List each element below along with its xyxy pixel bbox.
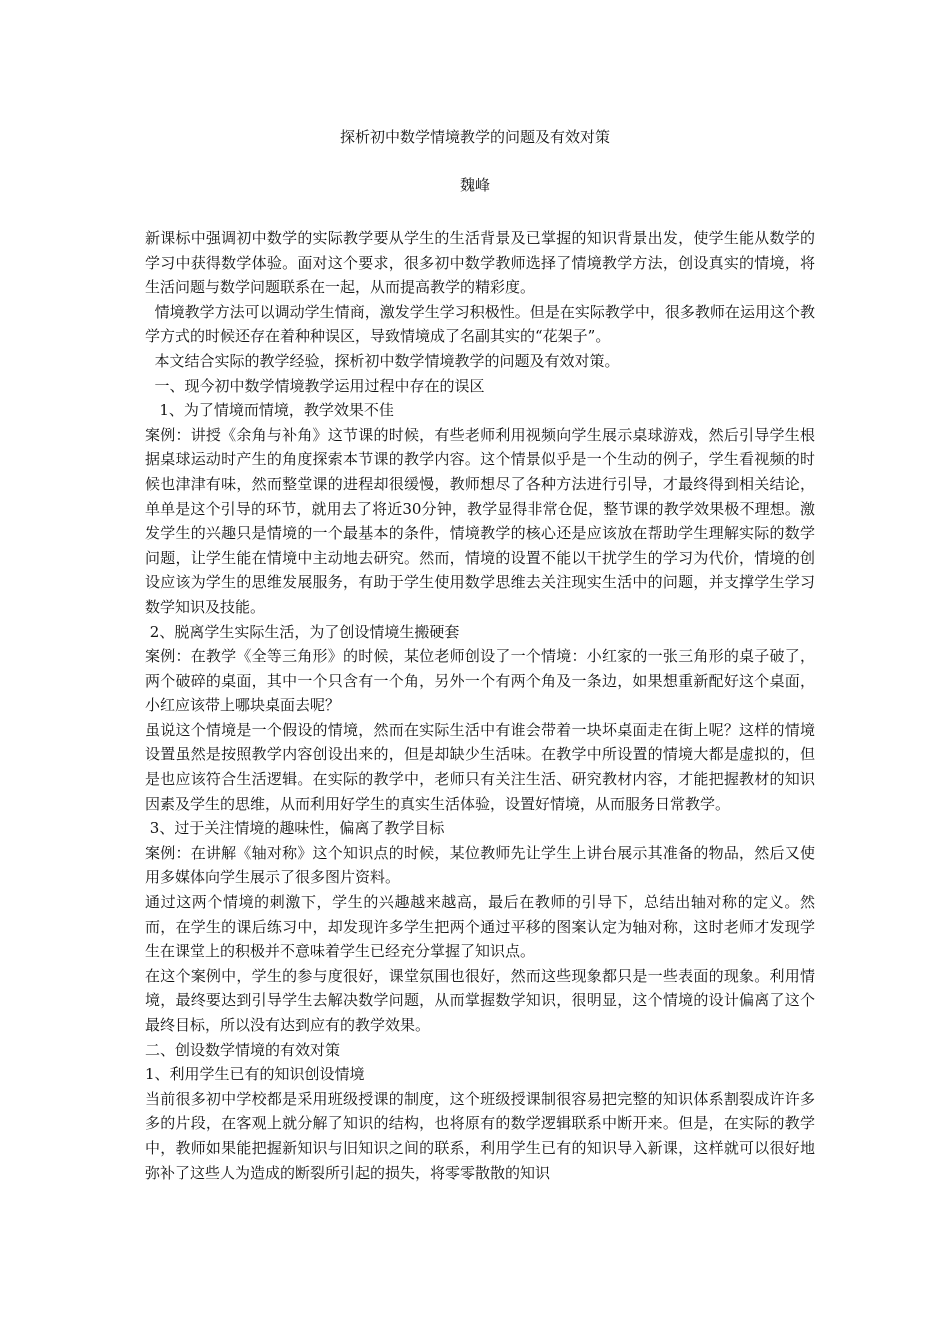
document-author: 魏峰 bbox=[459, 176, 490, 194]
document-title: 探析初中数学情境教学的问题及有效对策 bbox=[339, 128, 610, 146]
paragraph: 案例：在讲解《轴对称》这个知识点的时候，某位教师先让学生上讲台展示其准备的物品，然后又使用多媒体向学生展示了很多图片资料。 bbox=[145, 843, 815, 887]
document-body bbox=[145, 226, 815, 1185]
paragraph: 本文结合实际的教学经验，探析初中数学情境教学的问题及有效对策。 bbox=[145, 351, 620, 370]
subsection-heading: 1、利用学生已有的知识创设情境 bbox=[145, 1065, 365, 1084]
subsection-heading: 3、过于关注情境的趣味性，偏离了教学目标 bbox=[145, 819, 445, 838]
paragraph: 案例：在教学《全等三角形》的时候，某位老师创设了一个情境：小红家的一张三角形的桌子破了，两个破碎的桌面，其中一个只含有一个角，另外一个有两个角及一条边，如果想重新配好这个桌面，小红应该带上哪块桌面去呢？ bbox=[145, 647, 815, 715]
paragraph: 在这个案例中，学生的参与度很好，课堂氛围也很好，然而这些现象都只是一些表面的现象。利用情境，最终要达到引导学生去解决数学问题，从而掌握数学知识，很明显，这个情境的设计偏离了这个最终目标，所以没有达到应有的教学效果。 bbox=[145, 966, 815, 1034]
section-heading: 一、现今初中数学情境教学运用过程中存在的误区 bbox=[145, 376, 485, 395]
section-heading: 二、创设数学情境的有效对策 bbox=[145, 1040, 341, 1059]
paragraph: 新课标中强调初中数学的实际教学要从学生的生活背景及已掌握的知识背景出发，使学生能从数学的学习中获得数学体验。面对这个要求，很多初中数学教师选择了情境教学方法，创设真实的情境，将生活问题与数学问题联系在一起，从而提高教学的精彩度。 bbox=[145, 229, 815, 297]
subsection-heading: 1、为了情境而情境，教学效果不佳 bbox=[145, 401, 394, 420]
subsection-heading: 2、脱离学生实际生活，为了创设情境生搬硬套 bbox=[145, 622, 460, 641]
paragraph: 通过这两个情境的刺激下，学生的兴趣越来越高，最后在教师的引导下，总结出轴对称的定义。然而，在学生的课后练习中，却发现许多学生把两个通过平移的图案认定为轴对称，这时老师才发现学生在课堂上的积极并不意味着学生已经充分掌握了知识点。 bbox=[145, 893, 815, 961]
paragraph: 当前很多初中学校都是采用班级授课的制度，这个班级授课制很容易把完整的知识体系割裂成许许多多的片段，在客观上就分解了知识的结构，也将原有的数学逻辑联系中断开来。但是，在实际的教学中，教师如果能把握新知识与旧知识之间的联系，利用学生已有的知识导入新课，这样就可以很好地弥补了这些人为造成的断裂所引起的损失，将零零散散的知识 bbox=[145, 1089, 815, 1182]
paragraph: 情境教学方法可以调动学生情商，激发学生学习积极性。但是在实际教学中，很多教师在运用这个教学方式的时候还存在着种种误区，导致情境成了名副其实的“花架子”。 bbox=[145, 302, 815, 346]
paragraph: 案例：讲授《余角与补角》这节课的时候，有些老师利用视频向学生展示桌球游戏，然后引导学生根据桌球运动时产生的角度探索本节课的教学内容。这个情景似乎是一个生动的例子，学生看视频的时候也津津有味，然而整堂课的进程却很缓慢，教师想尽了各种方法进行引导，才最终得到相关结论，单单是这个引导的环节，就用去了将近30分钟，教学显得非常仓促，整节课的教学效果极不理想。激发学生的兴趣只是情境的一个最基本的条件，情境教学的核心还是应该放在帮助学生理解实际的数学问题，让学生能在情境中主动地去研究。然而，情境的设置不能以干扰学生的学习为代价，情境的创设应该为学生的思维发展服务，有助于学生使用数学思维去关注现实生活中的问题，并支撑学生学习数学知识及技能。 bbox=[145, 425, 815, 616]
paragraph: 虽说这个情境是一个假设的情境，然而在实际生活中有谁会带着一块坏桌面走在街上呢？这样的情境设置虽然是按照教学内容创设出来的，但是却缺少生活味。在教学中所设置的情境大都是虚拟的，但是也应该符合生活逻辑。在实际的教学中，老师只有关注生活、研究教材内容，才能把握教材的知识因素及学生的思维，从而利用好学生的真实生活体验，设置好情境，从而服务日常教学。 bbox=[145, 720, 815, 813]
